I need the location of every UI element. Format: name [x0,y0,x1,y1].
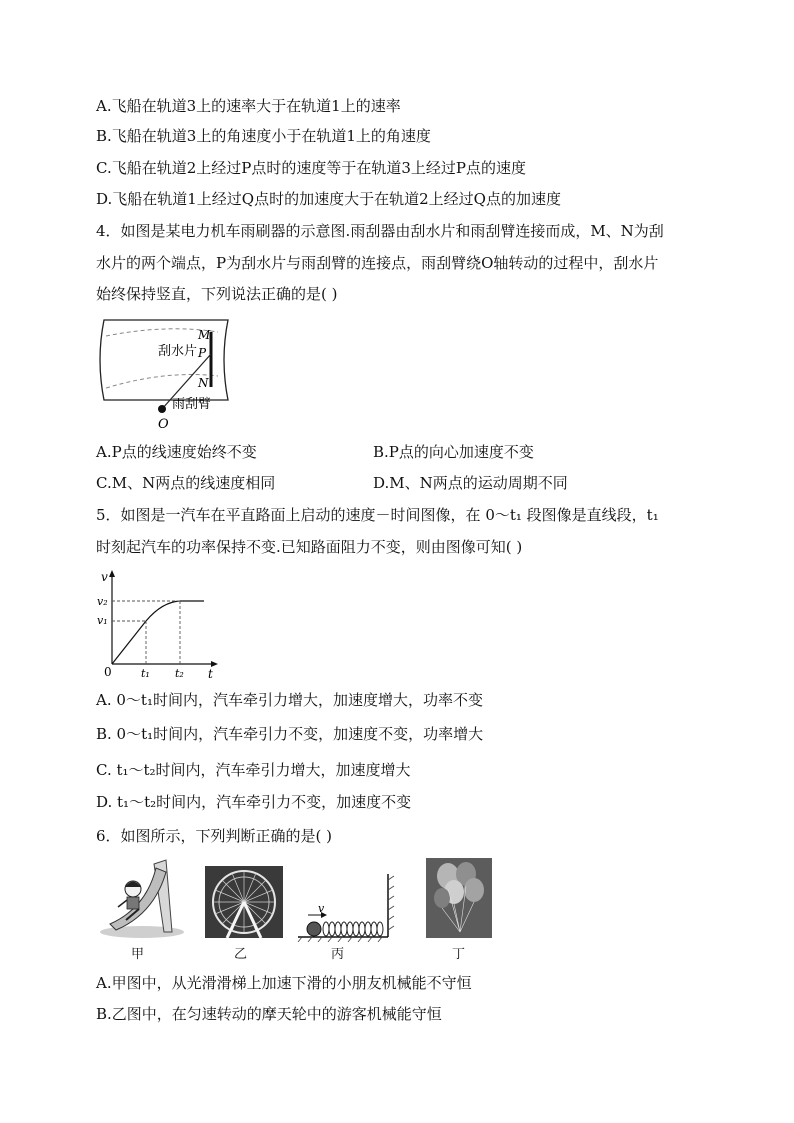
caption-jia: 甲 [131,947,145,962]
spring-figure [296,872,400,942]
q5-option-b: B. 0～t₁时间内，汽车牵引力不变，加速度不变，功率增大 [96,725,484,743]
balloons-photo [426,858,492,938]
q4-option-d: D.M、N两点的运动周期不同 [373,474,568,492]
label-n: N [198,376,209,390]
q5-option-a: A. 0～t₁时间内，汽车牵引力增大，加速度增大，功率不变 [96,691,483,709]
q6-option-a: A.甲图中，从光滑滑梯上加速下滑的小朋友机械能不守恒 [96,974,472,992]
label-blade: 刮水片 [158,344,198,359]
axis-label-v: v [101,570,108,584]
q3-option-d: D.飞船在轨道1上经过Q点时的加速度大于在轨道2上经过Q点的加速度 [96,190,561,208]
tick-label-v2: v₂ [97,595,108,608]
ferris-wheel-photo [205,866,283,938]
q4-option-c: C.M、N两点的线速度相同 [96,474,276,492]
q3-option-c: C.飞船在轨道2上经过P点时的速度等于在轨道3上经过P点的速度 [96,159,526,177]
tick-label-t2: t₂ [175,667,184,680]
tick-label-v1: v₁ [97,614,108,627]
q4-stem-line-2: 水片的两个端点，P为刮水片与雨刮臂的连接点，雨刮臂绕O轴转动的过程中，刮水片 [96,254,659,272]
caption-bing: 丙 [331,947,345,962]
caption-yi: 乙 [234,947,248,962]
q4-option-a: A.P点的线速度始终不变 [96,443,257,461]
axis-label-t: t [208,667,213,681]
q6-option-b: B.乙图中，在匀速转动的摩天轮中的游客机械能守恒 [96,1005,442,1023]
q6-stem: 6．如图所示，下列判断正确的是( ) [96,827,333,845]
q5-stem-line-1: 5．如图是一汽车在平直路面上启动的速度－时间图像，在 0～t₁ 段图像是直线段，t₁ [96,506,659,524]
q3-option-a: A.飞船在轨道3上的速率大于在轨道1上的速率 [96,97,401,115]
q5-option-d: D. t₁～t₂时间内，汽车牵引力不变，加速度不变 [96,793,412,811]
origin-label: 0 [104,665,112,679]
velocity-time-graph [96,566,226,681]
caption-ding: 丁 [452,947,466,962]
label-v: v [318,902,325,915]
q4-option-b: B.P点的向心加速度不变 [373,443,534,461]
q4-stem-line-3: 始终保持竖直，下列说法正确的是( ) [96,285,338,303]
slide-figure [96,858,186,940]
label-arm: 雨刮臂 [172,397,212,412]
tick-label-t1: t₁ [141,667,150,680]
q5-stem-line-2: 时刻起汽车的功率保持不变.已知路面阻力不变，则由图像可知( ) [96,538,523,556]
q4-stem-line-1: 4．如图是某电力机车雨刷器的示意图.雨刮器由刮水片和雨刮臂连接而成，M、N为刮 [96,222,664,240]
q3-option-b: B.飞船在轨道3上的角速度小于在轨道1上的角速度 [96,127,431,145]
q5-option-c: C. t₁～t₂时间内，汽车牵引力增大，加速度增大 [96,761,411,779]
label-p: P [198,346,207,360]
label-m: M [198,328,211,342]
label-o: O [158,417,169,432]
wiper-figure [96,312,236,432]
